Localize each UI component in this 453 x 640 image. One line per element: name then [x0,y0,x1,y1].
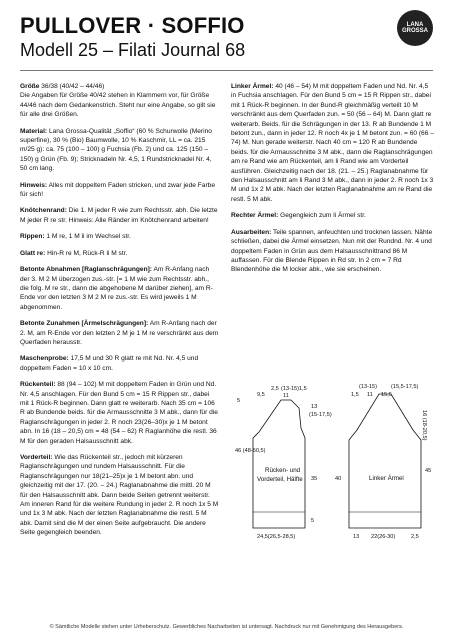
brand-logo [397,10,433,46]
measure-35: 35 [311,476,318,482]
measure-16-18-20-5: 16 (18-20,5) [421,410,427,441]
section-abnahmen [20,265,219,312]
glatt-text: Hin-R re M, Rück-R li M str. [45,249,128,257]
body-label-1: Rücken- und [265,467,301,474]
right-column [231,82,435,282]
abnahmen-text: Am R-Anfang nach der 3. M 2 M überzogen zus.-str. [= 1 M wie zum Rechtsstr. abh., die folg. M re str., dann die abgehobene M darüber ziehen], am R-Ende vor den letzten 3 M 2 M re zus.-str. Es wird jeweils 1 M abgenommen. [20,266,213,311]
ausarbeiten-text: Teile spannen, anfeuchten und trocknen lassen. Nähte schließen, dabei die Ärmel einsetzen. Nun mit der Rundnd. Nr. 4 und doppeltem Faden in Grün aus dem Halsausschnittrand 86 M auffassen. Für die Blende Rippen in Rd str. In 2 cm = 7 Rd Blendenhöhe die M locker abk., wie sie erscheinen. [231,228,433,274]
section-material [20,127,219,174]
measure-15-5: 15,5 [381,392,392,398]
material-text: Lana Grossa-Qualität „Soffio“ (60 % Schurwolle (Merino superfine), 30 % (Bio) Baumwolle, 10 % Kaschmir, LL = ca. 215 m/25 g): ca. 75 (100 – 100) g Fuchsia (Fb. 2) und ca. 125 (150 – 150) g Grün (Fb. 9); Stricknadeln Nr. 4,5, 1 Rundstricknadel Nr. 4, 50 cm lang. [20,127,212,173]
page-title: PULLOVER · SOFFIO [20,13,245,38]
measure-15-17-5: (15-17,5) [309,412,332,418]
zunahmen-text: Am R-Anfang nach der 2. M, am R-Ende vor den letzten 2 M je 1 M re verschränkt aus dem Querfaden herausstr. [20,320,219,346]
linker-label: Linker Ärmel: [231,83,274,90]
rechter-label: Rechter Ärmel: [231,212,279,220]
measure-45: 45 [425,468,432,474]
glatt-label: Glatt re: [20,249,46,257]
section-rechter-aermel [231,211,435,220]
logo-text: LANA GROSSA [401,22,428,34]
measure-9-5: 9,5 [257,392,265,398]
measure-5-top: 5 [237,398,241,404]
material-label: Material: [20,127,48,135]
sleeve-label: Linker Ärmel [369,475,404,482]
schematic-diagram [231,360,435,545]
section-maschenprobe [20,354,219,373]
measure-sleeve-top: (13-15) [359,384,378,390]
abnahmen-label: Betonte Abnahmen [Raglanschrägungen]: [20,266,153,274]
knoetchen-label: Knötchenrand: [20,207,67,215]
rechter-text: Gegengleich zum li Ärmel str. [278,212,366,220]
measure-1-5a: 1,5 [299,386,307,392]
header-rule [20,70,433,71]
schematic-svg [231,360,435,545]
measure-40: 40 [335,476,342,482]
measure-5-bottom: 5 [311,518,315,524]
section-linker-aermel [231,82,435,204]
measure-13-15: (13-15) [281,386,300,392]
rueckenteil-label: Rückenteil: [20,381,56,389]
measure-46: 46 (48-50,5) [235,448,266,454]
measure-13: 13 [311,404,318,410]
left-column [20,82,219,545]
measure-13-bottom: 13 [353,534,360,540]
measure-22: 22(26-30) [371,534,396,540]
maschenprobe-label: Maschenprobe: [20,355,69,363]
section-zunahmen [20,319,219,347]
groesse-text: 36/38 (40/42 – 44/46) Die Angaben für Größe 40/42 stehen in Klammern vor, für Größe 44/46 nach dem Gedankenstrich. Steht nur eine Angabe, so gilt sie für alle drei Größen. [20,83,216,119]
vorderteil-label: Vorderteil: [20,454,53,461]
section-rueckenteil [20,380,219,446]
measure-2-5-bottom: 2,5 [411,534,419,540]
rippen-text: 1 M re, 1 M li im Wechsel str. [44,233,131,241]
section-rippen [20,232,219,241]
section-hinweis [20,181,219,200]
section-ausarbeiten [231,228,435,275]
ausarbeiten-label: Ausarbeiten: [231,228,272,236]
measure-sleeve-top2: (15,5-17,5) [391,384,419,390]
measure-11: 11 [283,393,289,399]
maschenprobe-text: 17,5 M und 30 R glatt re mit Nd. Nr. 4,5 und doppeltem Faden = 10 x 10 cm. [20,355,199,372]
measure-2-5-top: 2,5 [271,386,279,392]
sleeve-outline [349,394,421,528]
rueckenteil-text: 88 (94 – 102) M mit doppeltem Faden in Grün und Nd. Nr. 4,5 anschlagen. Für den Bund 5 cm = 15 R Rippen str., dabei mit 1 Rück-R beginnen. Dann glatt re weiterarb. Nach 35 cm = 106 R ab Bundende beids. für die Armausschnitte 3 M abk., dann für die Raglanschrägungen in jeder 2. R noch 23(26–30)x je 1 M betont abn. In 16 (18 – 20,5) cm = 48 (54 – 62) R Raglanhöhe die restl. 36 M für den geraden Halsausschnitt abk. [20,381,218,445]
linker-text: 40 (46 – 54) M mit doppeltem Faden und Nd. Nr. 4,5 in Fuchsia anschlagen. Für den Bund 5 cm = 15 R Rippen str., dabei mit 1 Rück-R beginnen. In der Bund-R gleichmäßig verteilt 10 M verschränkt aus dem Querfaden zun. = 50 (56 – 64) M. Dann glatt re weiterarb. Beids. für die Schrägungen in der 13. R ab Bundende 1 M betont zun., dann in jeder 12. R noch 4x je 1 M betont zun. = 60 (66 – 74) M. Nun gerade weiterstr. Nach 40 cm = 120 R ab Bundende beids. für die Armausschnitte 3 M abk., dann die Raglanschrägungen am re Rand wie am Rückenteil, am li Rand wie am Vorderteil ausführen. Gleichzeitig nach der 18. (21. – 25.) Raglanabnahme für den Halsausschnitt am li Rand 3 M abk., dann in jeder 2. R noch 1x 3 M und 1x 2 M abk. Nach der letzten Raglanabnahme am re Rand die restl. 5 M abk. [231,83,434,203]
section-vorderteil [20,453,219,538]
knoetchen-text: Die 1. M jeder R wie zum Rechtsstr. abh. Die letzte M jeder R re str. Hinweis: Alle Ränder im Knötchenrand arbeiten! [20,207,218,224]
groesse-label: Größe [20,83,40,90]
measure-1-5-sleeve: 1,5 [351,392,359,398]
page-subtitle: Modell 25 – Filati Journal 68 [20,40,246,60]
section-glatt [20,249,219,258]
hinweis-label: Hinweis: [20,181,48,189]
body-outline [253,400,305,528]
measure-11-sleeve: 11 [367,392,373,398]
hinweis-text: Alles mit doppeltem Faden stricken, und zwar jede Farbe für sich! [20,181,215,199]
measure-24-5: 24,5(26,5-28,5) [257,534,296,540]
copyright-footer: © Sämtliche Modelle stehen unter Urheberschutz. Gewerbliches Nacharbeiten ist untersagt. Nachdruck nur mit Genehmigung des Herausgebers. [49,624,404,630]
section-knoetchenrand [20,206,219,225]
vorderteil-text: Wie das Rückenteil str., jedoch mit kürzeren Raglanschrägungen und rundem Halsausschnitt. Für die Raglanschrägungen nur 18(21–25)x je 1 M betont abn. und gleichzeitig mit der 17. (20. – 24.) Raglanabnahme die mittl. 20 M für den Halsausschnitt abk. Dann beide Seiten getrennt weiterstr. Am inneren Rand für die weitere Rundung in jeder 2. R noch 1x 5 M und 1x 3 M abk. Nach der letzten Raglanabnahme die restl. 5 M abk. Damit sind die M der einen Seite aufgebraucht. Die andere Seite gegengleich beenden. [20,454,219,537]
body-label-2: Vorderteil, Hälfte [257,476,303,483]
zunahmen-label: Betonte Zunahmen [Ärmelschrägungen]: [20,320,149,328]
rippen-label: Rippen: [20,233,45,241]
section-groesse [20,82,219,120]
